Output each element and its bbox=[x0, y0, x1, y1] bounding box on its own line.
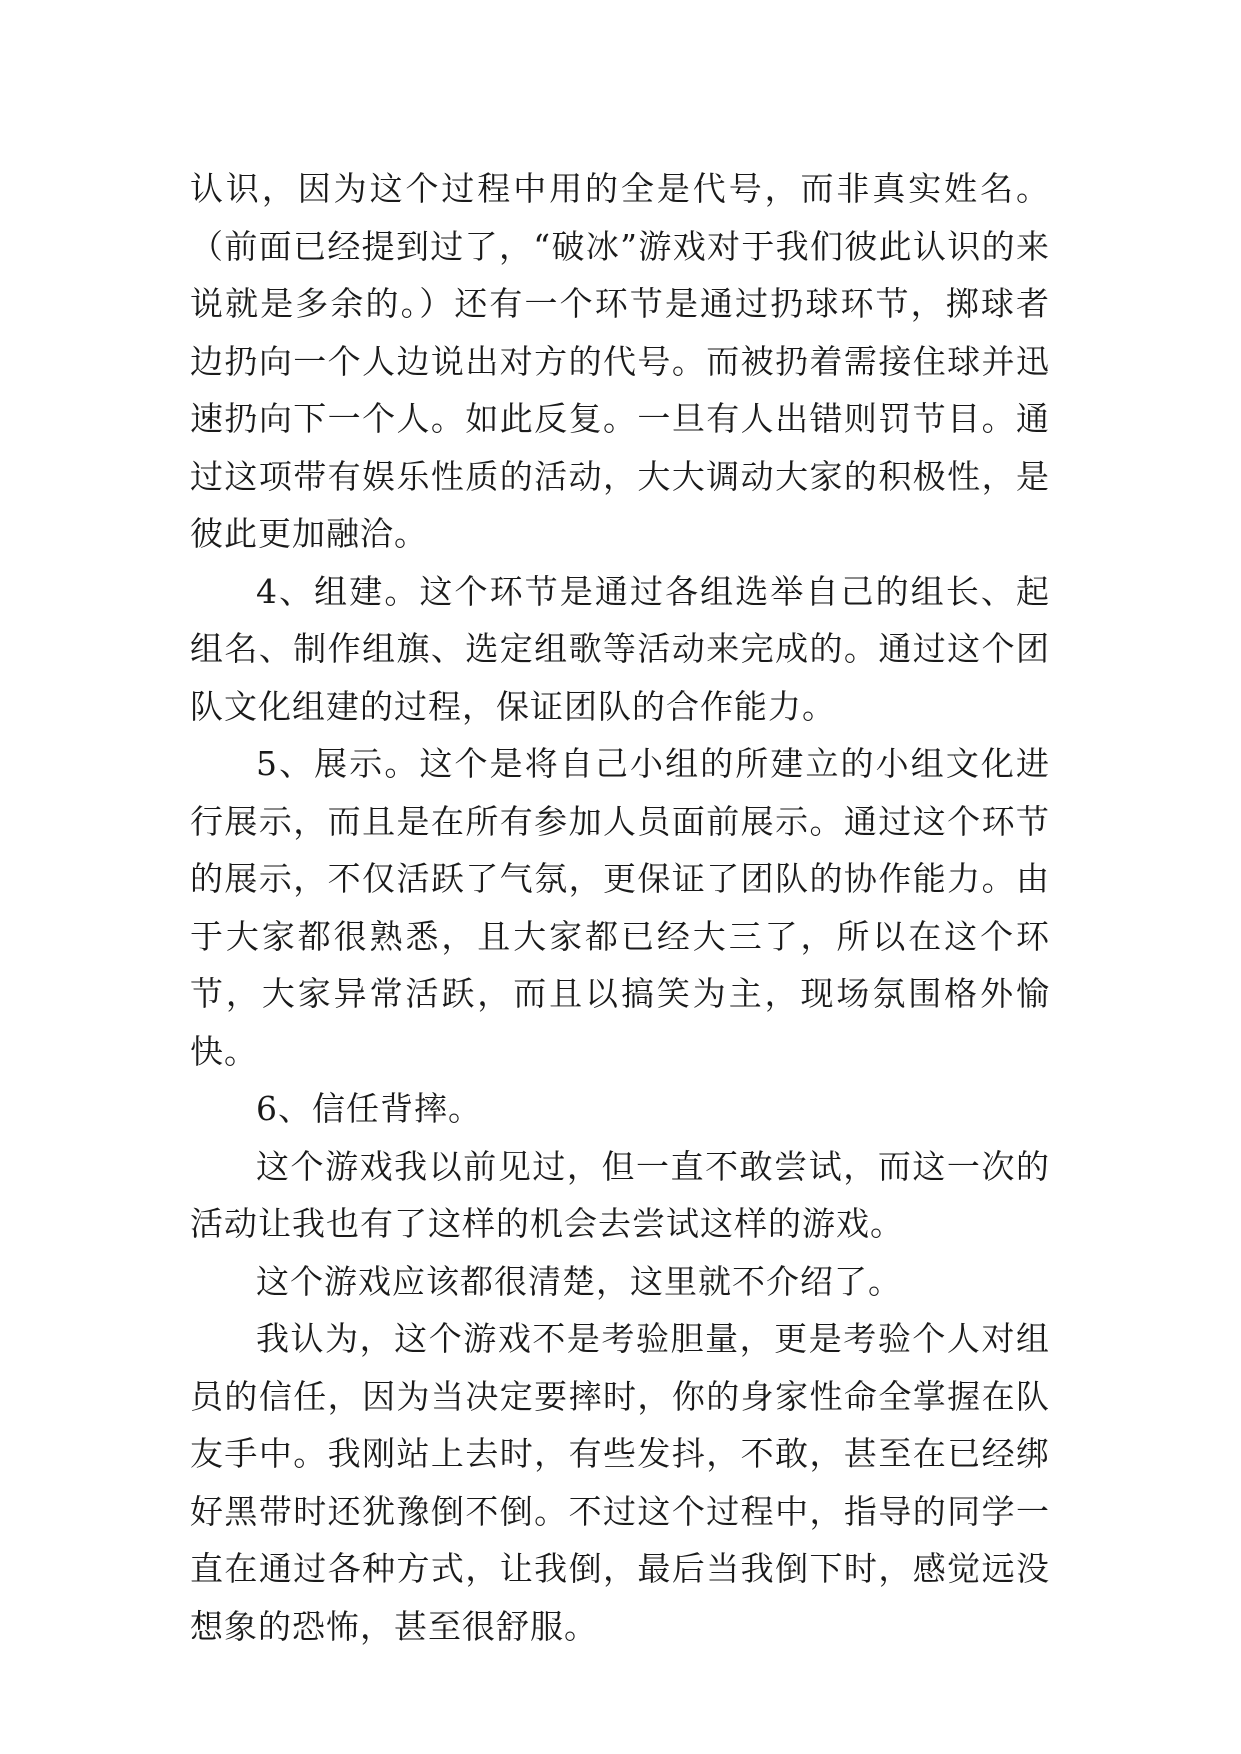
paragraph-intro-continued: 认识，因为这个过程中用的全是代号，而非真实姓名。（前面已经提到过了，“破冰”游戏对于我们彼此认识的来说就是多余的。）还有一个环节是通过扔球环节，掷球者边扔向一个人边说出对方的代号。而被扔着需接住球并迅速扔向下一个人。如此反复。一旦有人出错则罚节目。通过这项带有娱乐性质的活动，大大调动大家的积极性，是彼此更加融洽。 bbox=[190, 169, 1050, 553]
paragraph-step-4-team-building: 4、组建。这个环节是通过各组选举自己的组长、起组名、制作组旗、选定组歌等活动来完成的。通过这个团队文化组建的过程，保证团队的合作能力。 bbox=[190, 571, 1050, 726]
paragraph-trust-fall-note: 这个游戏应该都很清楚，这里就不介绍了。 bbox=[256, 1261, 902, 1301]
paragraph-trust-fall-reflection: 我认为，这个游戏不是考验胆量，更是考验个人对组员的信任，因为当决定要摔时，你的身家性命全掌握在队友手中。我刚站上去时，有些发抖，不敢，甚至在已经绑好黑带时还犹豫倒不倒。不过这个过程中，指导的同学一直在通过各种方式，让我倒，最后当我倒下时，感觉远没想象的恐怖，甚至很舒服。 bbox=[190, 1319, 1050, 1646]
paragraph-trust-fall-intro: 这个游戏我以前见过，但一直不敢尝试，而这一次的活动让我也有了这样的机会去尝试这样的游戏。 bbox=[190, 1146, 1050, 1243]
paragraph-step-5-presentation: 5、展示。这个是将自己小组的所建立的小组文化进行展示，而且是在所有参加人员面前展示。通过这个环节的展示，不仅活跃了气氛，更保证了团队的协作能力。由于大家都很熟悉，且大家都已经大三了，所以在这个环节，大家异常活跃，而且以搞笑为主，现场氛围格外愉快。 bbox=[190, 744, 1050, 1071]
paragraph-step-6-heading: 6、信任背摔。 bbox=[256, 1089, 482, 1128]
body-text bbox=[190, 160, 1050, 1655]
